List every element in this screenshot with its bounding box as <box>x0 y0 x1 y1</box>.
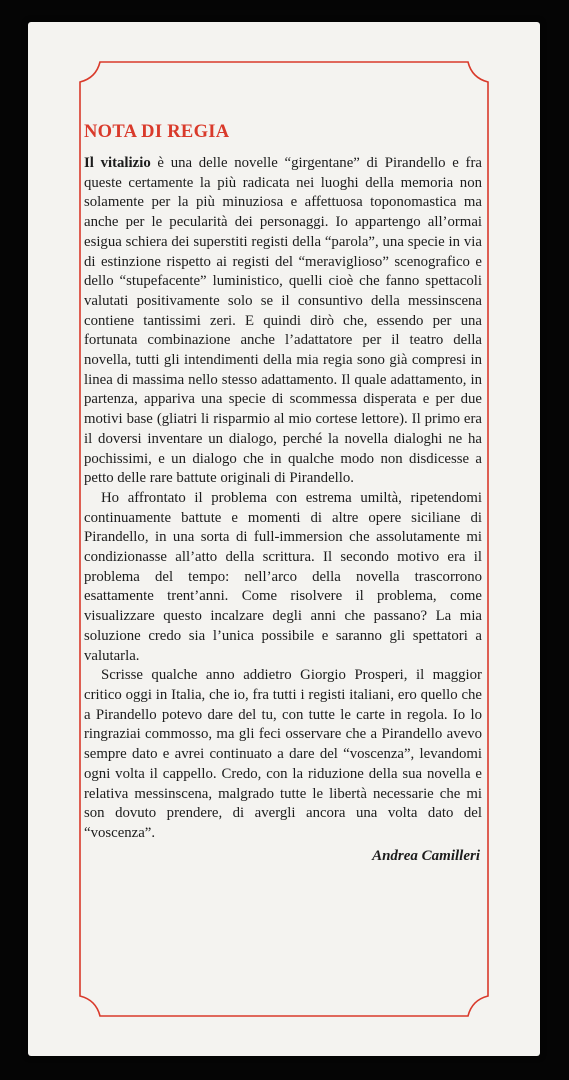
paragraph-1 <box>84 154 482 489</box>
play-title: Il vitalizio <box>84 155 151 171</box>
paragraph-3: Scrisse qualche anno addietro Giorgio Prosperi, il maggior critico oggi in Italia, che io, fra tutti i registi italiani, ero quello che a Pirandello potevo dare del tu, con tutte le carte in regola. Io lo ringraziai commosso, ma gli feci osservare che a Pirandello avevo sempre dato e avrei continuato a dare del “voscenza”, levandomi ogni volta il cappello. Credo, con la riduzione della sua novella e relativa messinscena, malgrado tutte le libertà necessarie che mi son dovuto prendere, di avergli ancora una volta dato del “voscenza”. <box>84 667 482 841</box>
author-signature: Andrea Camilleri <box>372 847 480 864</box>
note-heading: NOTA DI REGIA <box>84 122 230 142</box>
program-leaflet <box>28 22 540 1056</box>
paragraph-1-text: è una delle novelle “girgentane” di Pirandello e fra queste certamente la più radicata nei luoghi della memoria non solamente per la più minuziosa e affettuosa toponomastica ma anche per le pecularità dei personaggi. Io appartengo all’ormai esigua schiera dei superstiti registi della “parola”, una specie in via di estinzione rispetto ai registi del “meraviglioso” scenografico e dello “stupefacente” luministico, quelli cioè che fanno spettacoli valutati positivamente solo se il consuntivo della messinscena contiene tantissimi zeri. E quindi dirò che, essendo per una fortunata combinazione anche l’adattatore per il teatro della novella, tutti gli intendimenti della mia regia sono già compresi in linea di massima nello stesso adattamento. Il quale adattamento, in partenza, appariva una specie di scommessa disperata e per due motivi base (gliatri li risparmio al mio cortese lettore). Il primo era il doversi inventare un dialogo, perché la novella dialoghi ne ha pochissimi, e un dialogo che in qualche modo non disdicesse a petto delle rare battute originali di Pirandello. <box>84 155 482 487</box>
paragraph-2: Ho affrontato il problema con estrema umiltà, ripetendomi continuamente battute e momenti di altre opere siciliane di Pirandello, in una sorta di full-immersion che assolutamente mi condizionasse all’atto della scrittura. Il secondo motivo era il problema del tempo: nell’arco della novella trascorrono esattamente trent’anni. Come risolvere il problema, come visualizzare questo incalzare degli anni che passano? La mia soluzione credo sia l’unica possibile e saranno gli spettatori a valutarla. <box>84 489 482 664</box>
note-content <box>84 120 482 866</box>
